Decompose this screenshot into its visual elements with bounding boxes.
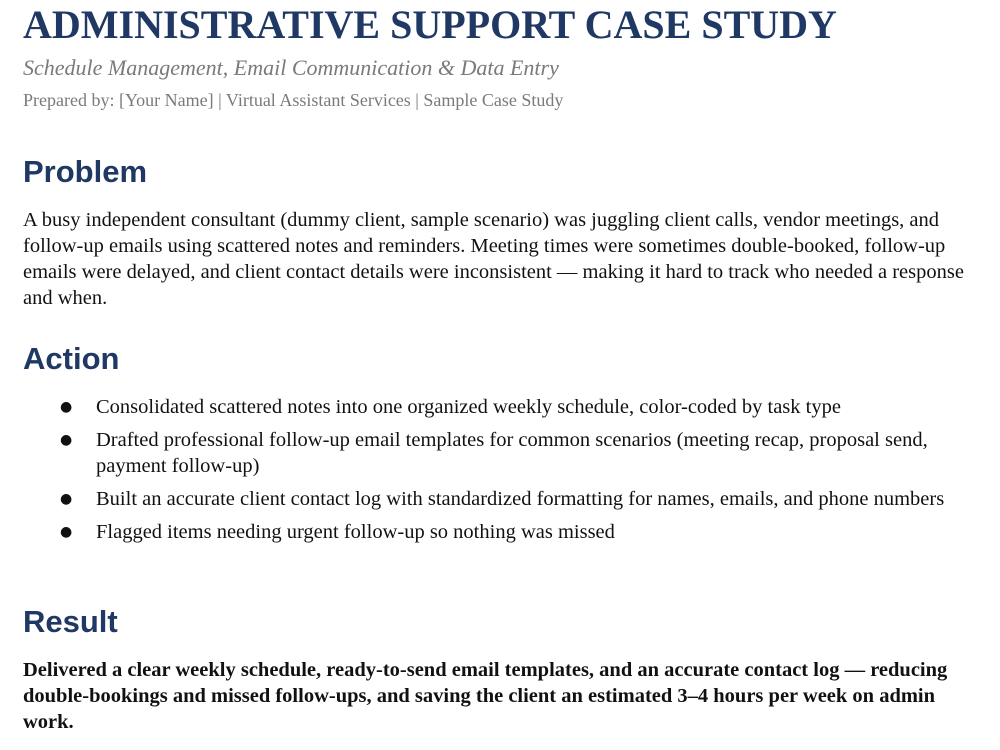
bullet-icon: ● bbox=[60, 399, 73, 415]
bullet-icon: ● bbox=[60, 491, 73, 507]
result-paragraph: Delivered a clear weekly schedule, ready-to-send email templates, and an accurate contact log — reducing double-bookings and missed follow-ups, and saving the client an estimated 3–4 hours per week on admin work. bbox=[23, 659, 948, 733]
action-list-item bbox=[23, 519, 983, 545]
bullet-icon: ● bbox=[60, 524, 73, 540]
action-item-text: Drafted professional follow-up email templates for common scenarios (meeting recap, proposal send, payment follow-up) bbox=[96, 429, 928, 477]
action-heading: Action bbox=[23, 341, 120, 376]
result-heading: Result bbox=[23, 604, 118, 639]
action-list bbox=[23, 394, 983, 552]
document-title: ADMINISTRATIVE SUPPORT CASE STUDY bbox=[23, 2, 837, 47]
action-item-text: Consolidated scattered notes into one organized weekly schedule, color-coded by task type bbox=[96, 396, 841, 418]
action-item-text: Flagged items needing urgent follow-up so nothing was missed bbox=[96, 521, 615, 543]
document-subtitle: Schedule Management, Email Communication & Data Entry bbox=[23, 55, 559, 80]
action-list-item bbox=[23, 394, 983, 420]
case-study-page bbox=[23, 0, 983, 750]
prepared-by-line: Prepared by: [Your Name] | Virtual Assistant Services | Sample Case Study bbox=[23, 90, 564, 110]
bullet-icon: ● bbox=[60, 432, 73, 448]
action-list-item bbox=[23, 486, 983, 512]
action-list-item bbox=[23, 427, 983, 479]
action-item-text: Built an accurate client contact log with standardized formatting for names, emails, and phone numbers bbox=[96, 488, 945, 510]
problem-heading: Problem bbox=[23, 154, 148, 189]
problem-paragraph: A busy independent consultant (dummy client, sample scenario) was juggling client calls, vendor meetings, and follow-up emails using scattered notes and reminders. Meeting times were sometimes double-booked, follow-up emails were delayed, and client contact details were inconsistent — making it hard to track who needed a response and when. bbox=[23, 209, 964, 309]
